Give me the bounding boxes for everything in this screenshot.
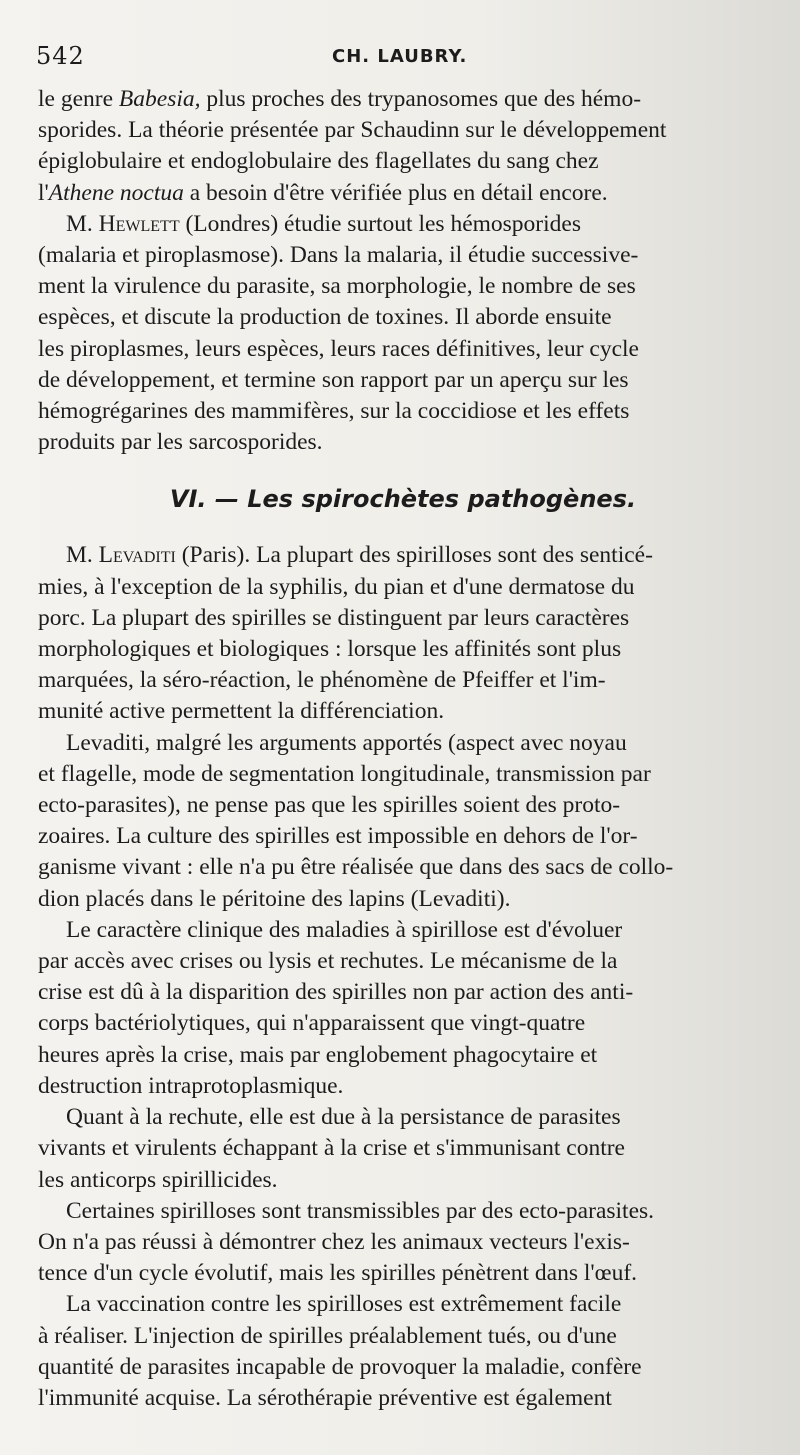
text-line: corps bactériolytiques, qui n'apparaissent que vingt-quatre [38, 1010, 586, 1037]
author-name: Levaditi [98, 542, 176, 569]
text-fragment: l' [38, 179, 49, 206]
italic-term: Babesia, [118, 86, 201, 112]
paragraph-levaditi [38, 540, 768, 727]
text-line: marquées, la séro-réaction, le phénomène de Pfeiffer et l'im- [38, 667, 606, 694]
text-line: ment la virulence du parasite, sa morphologie, le nombre de ses [38, 273, 636, 300]
text-line: Le caractère clinique des maladies à spirillose est d'évoluer [66, 916, 623, 943]
text-line: (malaria et piroplasmose). Dans la malaria, il étudie successive- [38, 242, 639, 269]
paragraph-babesia [38, 84, 768, 209]
text-line: dion placés dans le péritoine des lapins (Levaditi). [38, 885, 511, 912]
text-line: et flagelle, mode de segmentation longitudinale, transmission par [38, 760, 651, 787]
text-line: On n'a pas réussi à démontrer chez les animaux vecteurs l'exis- [38, 1228, 630, 1255]
text-line: l'immunité acquise. La sérothérapie préventive est également [38, 1384, 612, 1411]
text-line: sporides. La théorie présentée par Schaudinn sur le développement [38, 117, 667, 144]
section-title: VI. — Les spirochètes pathogènes. [169, 485, 637, 514]
text-fragment: a besoin d'être vérifiée plus en détail encore. [183, 179, 608, 206]
paragraph-relapse [38, 1102, 768, 1196]
paragraph-clinical [38, 915, 768, 1102]
text-line: hémogrégarines des mammifères, sur la coccidiose et les effets [38, 398, 630, 425]
text-line: zoaires. La culture des spirilles est impossible en dehors de l'or- [38, 823, 638, 850]
text-fragment: M. [66, 210, 99, 237]
text-line: ganisme vivant : elle n'a pu être réalisée que dans des sacs de collo- [38, 854, 674, 881]
text-line: destruction intraprotoplasmique. [38, 1072, 344, 1099]
body-text [38, 84, 768, 1414]
text-line: les anticorps spirillicides. [38, 1166, 278, 1193]
paragraph-vaccination [38, 1289, 768, 1414]
text-line: munité active permettent la différenciation. [38, 698, 445, 725]
text-line: porc. La plupart des spirilles se distinguent par leurs caractères [38, 604, 630, 631]
page-header [36, 42, 766, 78]
text-line: Quant à la rechute, elle est due à la persistance de parasites [66, 1104, 621, 1131]
text-fragment: (Paris). La plupart des spirilloses sont des senticé- [175, 542, 653, 569]
text-fragment: (Londres) étudie surtout les hémosporides [179, 210, 581, 237]
author-name: Hewlett [98, 210, 180, 237]
text-line: produits par les sarcosporides. [38, 429, 323, 456]
text-line: vivants et virulents échappant à la crise et s'immunisant contre [38, 1135, 625, 1162]
text-line: Levaditi, malgré les arguments apportés (aspect avec noyau [66, 729, 627, 756]
text-line: heures après la crise, mais par englobement phagocytaire et [38, 1041, 598, 1068]
text-line: épiglobulaire et endoglobulaire des flagellates du sang chez [38, 148, 599, 175]
text-line [38, 209, 768, 240]
text-line: morphologiques et biologiques : lorsque les affinités sont plus [38, 636, 622, 663]
text-fragment: le genre [38, 86, 119, 112]
italic-term: Athene noctua [48, 179, 184, 206]
text-line: mies, à l'exception de la syphilis, du pian et d'une dermatose du [38, 573, 635, 600]
text-line: espèces, et discute la production de toxines. Il aborde ensuite [38, 304, 612, 331]
text-line: de développement, et termine son rapport par un aperçu sur les [38, 366, 629, 393]
text-line [38, 84, 768, 115]
text-fragment: M. [66, 542, 99, 569]
paragraph-arguments [38, 728, 768, 915]
text-line: ecto-parasites), ne pense pas que les spirilles soient des proto- [38, 792, 621, 819]
text-line: Certaines spirilloses sont transmissibles par des ecto-parasites. [66, 1197, 655, 1224]
text-line: tence d'un cycle évolutif, mais les spirilles pénètrent dans l'œuf. [38, 1260, 638, 1287]
text-line: quantité de parasites incapable de provoquer la maladie, confère [38, 1353, 642, 1380]
text-line: par accès avec crises ou lysis et rechutes. Le mécanisme de la [38, 948, 618, 975]
page-number: 542 [36, 42, 85, 70]
paragraph-transmission [38, 1196, 768, 1290]
text-line [38, 178, 768, 209]
text-line: les piroplasmes, leurs espèces, leurs races définitives, leur cycle [38, 335, 639, 362]
paragraph-hewlett [38, 209, 768, 459]
text-line: crise est dû à la disparition des spirilles non par action des anti- [38, 979, 634, 1006]
text-line [38, 540, 768, 571]
text-line: à réaliser. L'injection de spirilles préalablement tués, ou d'une [38, 1322, 617, 1349]
text-fragment: plus proches des trypanosomes que des hémo- [200, 86, 642, 112]
text-line: La vaccination contre les spirilloses est extrêmement facile [66, 1291, 622, 1318]
running-head: CH. LAUBRY. [332, 46, 468, 67]
